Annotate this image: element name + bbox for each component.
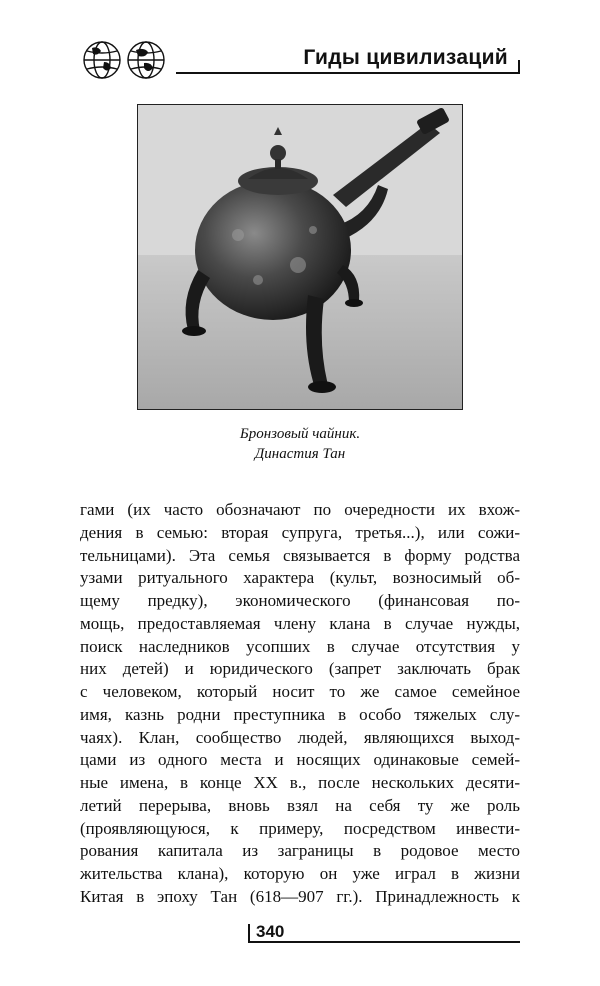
text-line: щему предку), экономического (финансовая по-: [80, 591, 520, 610]
teapot-photo: [137, 104, 463, 410]
text-line: жительства клана), которую он уже играл в жизни: [80, 864, 520, 883]
footer-rule: [248, 941, 520, 943]
text-line: рования капитала из заграницы в родовое место: [80, 841, 520, 861]
text-line: с человеком, который носит то же самое семейное: [80, 682, 520, 701]
text-line: узами ритуального характера (культ, возносимый об-: [80, 568, 520, 588]
running-header-title: Гиды цивилизаций: [303, 46, 508, 69]
bronze-teapot-illustration: [138, 105, 462, 409]
caption-line-2: Династия Тан: [254, 446, 346, 462]
text-line: имя, казнь родни преступника в особо тяжелых слу-: [80, 704, 520, 724]
text-line: летий перерыва, вновь взял на себя ту же роль: [80, 795, 520, 815]
page-footer: [248, 920, 520, 946]
text-line: (проявляющуюся, к примеру, посредством инвести-: [80, 818, 520, 838]
twin-globe-icon: [80, 40, 172, 80]
page-number: 340: [256, 922, 285, 941]
text-line: Китая в эпоху Тан (618—907 гг.). Принадлежность к: [80, 886, 520, 906]
text-line: цами из одного места и носящих одинаковые семей-: [80, 750, 520, 770]
text-line: поиск наследников усопших в случае отсутствия у: [80, 636, 520, 656]
text-line: тельницами). Эта семья связывается в форму родства: [80, 545, 520, 565]
text-line: мощь, предоставляемая члену клана в случае нужды,: [80, 613, 520, 633]
text-line: гами (их часто обозначают по очередности их вхож-: [80, 500, 520, 519]
footer-rule-tick: [248, 924, 250, 942]
header-rule-tick: [518, 60, 520, 74]
body-paragraph: [80, 499, 520, 909]
text-line: чаях). Клан, сообщество людей, являющихся выход-: [80, 727, 520, 747]
header-rule: [176, 72, 520, 74]
figure-caption: [0, 424, 600, 464]
text-line: них детей) и юридического (запрет заключать брак: [80, 659, 520, 679]
caption-line-1: Бронзовый чайник.: [239, 426, 361, 442]
text-line: ные имена, в конце XX в., после нескольких десяти-: [80, 773, 520, 792]
text-line: дения в семью: вторая супруга, третья...), или сожи-: [80, 522, 520, 542]
running-header: [80, 38, 520, 80]
